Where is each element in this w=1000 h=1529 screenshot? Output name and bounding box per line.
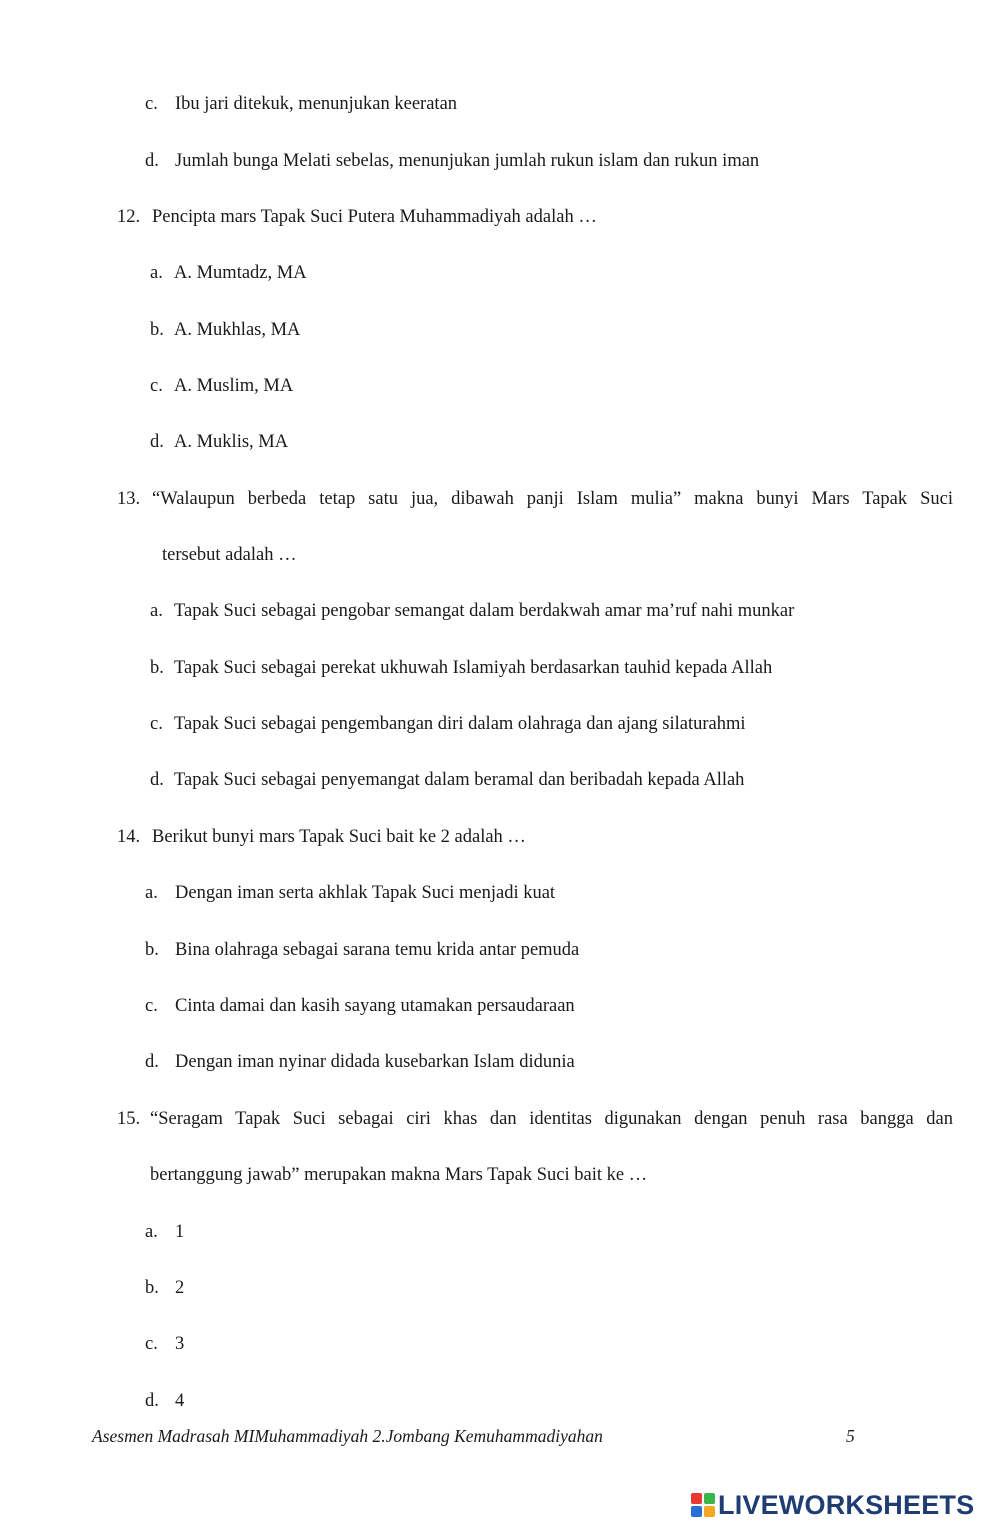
q15-option-a xyxy=(145,1220,184,1244)
option-text: Cinta damai dan kasih sayang utamakan persaudaraan xyxy=(175,996,575,1016)
option-text: A. Muklis, MA xyxy=(174,432,289,452)
question-number: 12. xyxy=(117,207,141,227)
liveworksheets-logo-icon xyxy=(690,1492,716,1518)
q12-question xyxy=(117,205,597,229)
q14-question xyxy=(117,825,526,849)
option-text: Tapak Suci sebagai perekat ukhuwah Islamiyah berdasarkan tauhid kepada Allah xyxy=(174,658,773,678)
option-text: A. Muslim, MA xyxy=(174,376,294,396)
q13-option-c xyxy=(150,712,746,736)
option-text: 4 xyxy=(175,1391,185,1411)
option-letter: c. xyxy=(145,996,158,1016)
q15-option-b xyxy=(145,1276,184,1300)
option-letter: c. xyxy=(150,376,163,396)
option-text: Tapak Suci sebagai penyemangat dalam beramal dan beribadah kepada Allah xyxy=(174,770,745,790)
option-letter: b. xyxy=(150,658,164,678)
option-letter: a. xyxy=(145,883,158,903)
q15-question-line1: “Seragam Tapak Suci sebagai ciri khas dan identitas digunakan dengan penuh rasa bangga dan xyxy=(150,1109,953,1129)
q15-option-d xyxy=(145,1389,184,1413)
q12-option-d xyxy=(150,430,288,454)
q13-option-d xyxy=(150,768,744,792)
option-text: Jumlah bunga Melati sebelas, menunjukan jumlah rukun islam dan rukun iman xyxy=(175,151,760,171)
option-letter: c. xyxy=(150,714,163,734)
q12-option-a xyxy=(150,261,307,285)
option-text: A. Mumtadz, MA xyxy=(174,263,307,283)
option-letter: d. xyxy=(145,1052,159,1072)
option-letter: d. xyxy=(145,151,159,171)
page-number: 5 xyxy=(846,1426,855,1446)
q11-option-c xyxy=(145,92,457,116)
page-footer-title: Asesmen Madrasah MIMuhammadiyah 2.Jombang Kemuhammadiyahan xyxy=(92,1426,603,1446)
q14-option-a xyxy=(145,881,555,905)
q12-option-b xyxy=(150,318,300,342)
q13-option-b xyxy=(150,656,772,680)
q13-option-a xyxy=(150,599,794,623)
option-text: Tapak Suci sebagai pengembangan diri dalam olahraga dan ajang silaturahmi xyxy=(174,714,746,734)
q14-option-b xyxy=(145,938,579,962)
q13-question-line1: “Walaupun berbeda tetap satu jua, dibawah panji Islam mulia” makna bunyi Mars Tapak Suci xyxy=(152,489,953,509)
q13-question-line2: tersebut adalah … xyxy=(162,545,297,565)
option-text: A. Mukhlas, MA xyxy=(174,320,301,340)
q11-option-d xyxy=(145,149,759,173)
option-letter: b. xyxy=(145,940,159,960)
q14-option-d xyxy=(145,1050,575,1074)
option-text: 1 xyxy=(175,1222,185,1242)
option-text: Dengan iman serta akhlak Tapak Suci menjadi kuat xyxy=(175,883,556,903)
option-text: Bina olahraga sebagai sarana temu krida antar pemuda xyxy=(175,940,580,960)
liveworksheets-brand xyxy=(690,1488,974,1522)
option-text: 2 xyxy=(175,1278,185,1298)
q15-question-line2: bertanggung jawab” merupakan makna Mars Tapak Suci bait ke … xyxy=(150,1165,648,1185)
q15-option-c xyxy=(145,1332,184,1356)
question-number: 14. xyxy=(117,827,141,847)
option-letter: b. xyxy=(145,1278,159,1298)
q12-option-c xyxy=(150,374,293,398)
option-letter: d. xyxy=(150,432,164,452)
option-letter: c. xyxy=(145,1334,158,1354)
option-letter: d. xyxy=(150,770,164,790)
question-text: Pencipta mars Tapak Suci Putera Muhammadiyah adalah … xyxy=(152,207,597,227)
q14-option-c xyxy=(145,994,575,1018)
q15-number: 15. xyxy=(117,1109,141,1129)
option-letter: a. xyxy=(145,1222,158,1242)
q13-number: 13. xyxy=(117,489,141,509)
option-letter: a. xyxy=(150,601,163,621)
option-letter: c. xyxy=(145,94,158,114)
option-letter: d. xyxy=(145,1391,159,1411)
option-letter: b. xyxy=(150,320,164,340)
question-text: Berikut bunyi mars Tapak Suci bait ke 2 adalah … xyxy=(152,827,526,847)
option-text: Dengan iman nyinar didada kusebarkan Islam didunia xyxy=(175,1052,575,1072)
option-text: Tapak Suci sebagai pengobar semangat dalam berdakwah amar ma’ruf nahi munkar xyxy=(174,601,795,621)
option-text: Ibu jari ditekuk, menunjukan keeratan xyxy=(175,94,458,114)
option-text: 3 xyxy=(175,1334,185,1354)
option-letter: a. xyxy=(150,263,163,283)
liveworksheets-wordmark: LIVEWORKSHEETS xyxy=(718,1489,975,1520)
